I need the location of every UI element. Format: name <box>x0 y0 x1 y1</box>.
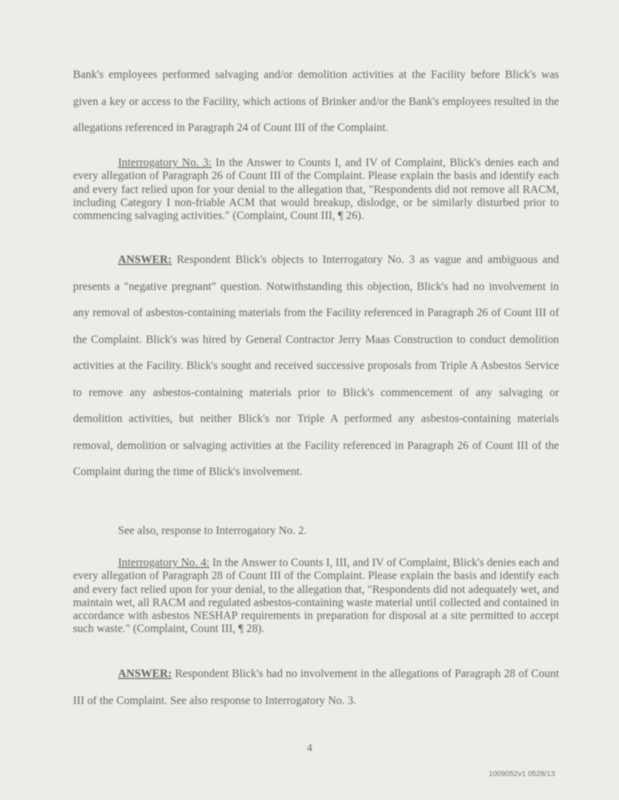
page-number: 4 <box>306 742 313 754</box>
answer-4-label: ANSWER: <box>118 668 172 680</box>
answer-4 <box>73 661 559 714</box>
interrogatory-4-text: In the Answer to Counts I, III, and IV of Complaint, Blick's denies each and every allegation of Paragraph 28 of Count III of the Complaint. Please explain the basis and identify each and every fact relied upon for your denial, to the allegation that, "Respondents did not adequately wet, and maintain wet, all RACM and regulated asbestos-containing waste material until collected and contained in accordance with asbestos NESHAP requirements in preparation for disposal at a site permitted to accept such waste." (Complaint, Count III, ¶ 28). <box>73 557 559 636</box>
document-id: 1009052v1 0528/13 <box>488 769 555 778</box>
interrogatory-3-text: In the Answer to Counts I, and IV of Complaint, Blick's denies each and every allegation of Paragraph 26 of Count III of the Complaint. Please explain the basis and identify each and every fact relied upon for your denial to the allegation that, "Respondents did not remove all RACM, including Category I non-friable ACM that would breakup, dislodge, or be similarly disturbed prior to commencing salvaging activities." (Complaint, Count III, ¶ 26). <box>73 157 559 223</box>
answer-3-label: ANSWER: <box>118 254 172 266</box>
interrogatory-3-label: Interrogatory No. 3: <box>118 157 212 169</box>
interrogatory-4-label: Interrogatory No. 4: <box>118 557 210 569</box>
interrogatory-3 <box>73 157 559 223</box>
answer-3-text: Respondent Blick's objects to Interrogatory No. 3 as vague and ambiguous and presents a "negative pregnant" question. Notwithstanding this objection, Blick's had no involvement in any removal of asbestos-containing materials from the Facility referenced in Paragraph 26 of Count III of the Complaint. Blick's was hired by General Contractor Jerry Maas Construction to conduct demolition activities at the Facility. Blick's sought and received successive proposals from Triple A Asbestos Service to remove any asbestos-containing materials prior to Blick's commencement of any salvaging or demolition activities, but neither Blick's nor Triple A performed any asbestos-containing materials removal, demolition or salvaging activities at the Facility referenced in Paragraph 26 of Count III of the Complaint during the time of Blick's involvement. <box>73 254 559 478</box>
paragraph-continuation: Bank's employees performed salvaging and/or demolition activities at the Facility before Blick's was given a key or access to the Facility, which actions of Brinker and/or the Bank's employees resulted in the allegations referenced in Paragraph 24 of Count III of the Complaint. <box>73 69 559 134</box>
answer-3 <box>73 247 559 486</box>
answer-4-text: Respondent Blick's had no involvement in the allegations of Paragraph 28 of Count III of the Complaint. See also response to Interrogatory No. 3. <box>73 668 559 707</box>
see-also-line: See also, response to Interrogatory No. 2. <box>118 525 307 537</box>
interrogatory-4 <box>73 557 559 637</box>
